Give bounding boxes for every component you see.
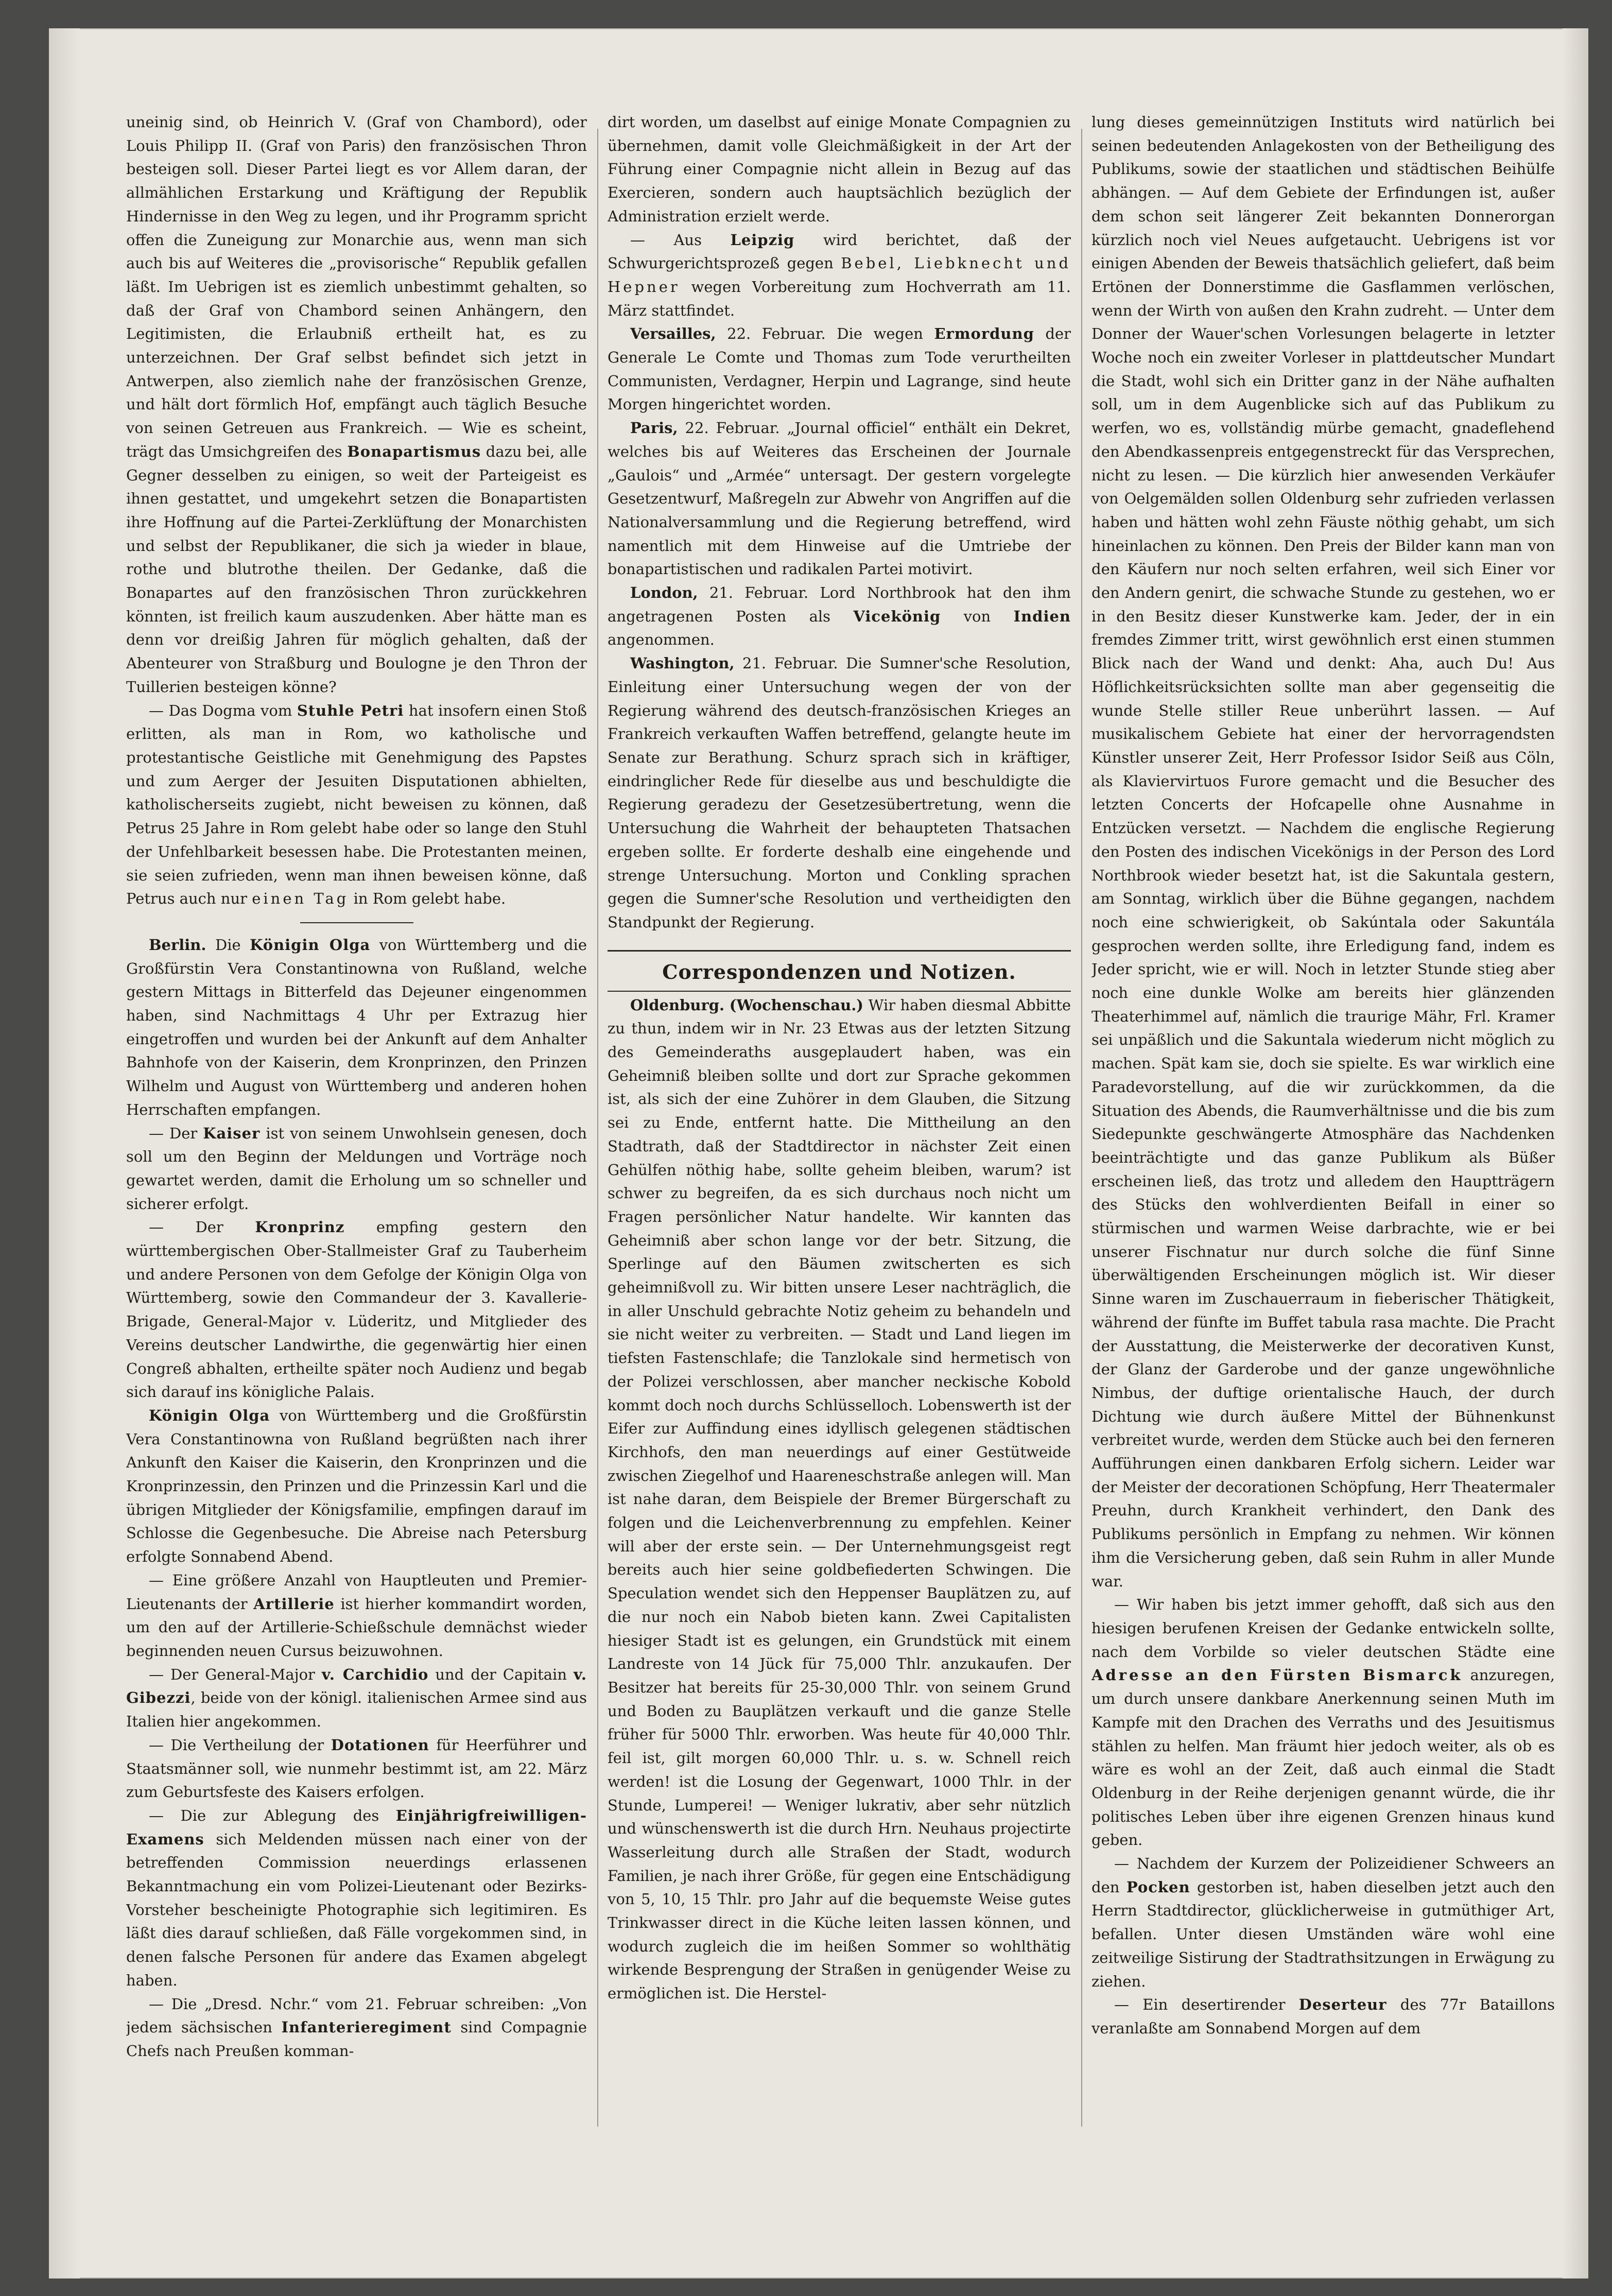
keyword: v. Gibezzi [126,1665,587,1707]
dateline: Berlin. [149,936,206,954]
article-paragraph: dirt worden, um daselbst auf einige Monate Compagnien zu übernehmen, damit volle Gleichmäßigkeit in der Art der Führung einer Compagnie nicht allein in Bezug auf das Exercieren, sondern auch hauptsächlich bezüglich der Administration erzielt werde. [608,113,1071,225]
column-divider [597,129,598,2127]
page-edge-shadow-left [49,28,80,2278]
article-column-2 [608,111,1071,2170]
news-item: — Der Kronprinz empfing gestern den württembergischen Ober-Stallmeister Graf zu Tauberheim und andere Personen von dem Gefolge der Königin Olga von Württemberg, sowie den Commandeur der 3. Kavallerie-Brigade, General-Major v. Lüderitz, und Mitglieder des Vereins deutscher Landwirthe, die gegenwärtig hier einen Congreß abhalten, ertheilte später noch Audienz und begab sich darauf ins königliche Palais. [126,1218,587,1401]
spaced-emphasis: einen Tag [252,890,349,908]
section-rule [608,991,1071,992]
news-item: — Der General-Major v. Carchidio und der Capitain v. Gibezzi, beide von der königl. italienischen Armee sind aus Italien hier angekommen. [126,1665,587,1731]
article-column-1 [126,111,587,2170]
keyword: Königin Olga [250,936,371,954]
news-item: London, 21. Februar. Lord Northbrook hat den ihm angetragenen Posten als Vicekönig von Indien angenommen. [608,584,1071,649]
dateline-subtitle: (Wochenschau.) [729,996,864,1014]
keyword: Deserteur [1298,1996,1387,2014]
keyword: Artillerie [253,1595,335,1613]
column-divider [1081,129,1082,2127]
keyword: Vicekönig [853,607,941,625]
keyword: Leipzig [730,231,795,249]
keyword: Adresse an den Fürsten Bismarck [1091,1666,1463,1684]
news-item: Berlin. Die Königin Olga von Württemberg und die Großfürstin Vera Constantinowna von Rußland, welche gestern Mittags in Bitterfeld das Dejeuner eingenommen haben, sind Nachmittags 4 Uhr per Extrazug hier eingetroffen und wurden bei der Ankunft auf dem Anhalter Bahnhofe von der Kaiserin, dem Kronprinzen, den Prinzen Wilhelm und August von Württemberg und anderen hohen Herrschaften empfangen. [126,936,587,1118]
article-paragraph: lung dieses gemeinnützigen Instituts wird natürlich bei seinen bedeutenden Anlagekosten von der Betheiligung des Publikums, sowie der staatlichen und städtischen Beihülfe abhängen. — Auf dem Gebiete der Erfindungen ist, außer dem schon seit längerer Zeit bekannten Donnerorgan kürzlich noch viel Neues aufgetaucht. Uebrigens ist vor einigen Abenden der Beweis thatsächlich geliefert, daß beim Ertönen der Donnerstimme die Gasflammen verlöschen, wenn der Wirth von außen den Krahn zudreht. — Unter dem Donner der Wauer'schen Vorlesungen belagerte in letzter Woche noch ein zweiter Vorleser in plattdeutscher Mundart die Stadt, wohl sich ein Dritter ganz in der Nähe aufhalten soll, um in dem Augenblicke sich auf das Publikum zu werfen, wo es, vollständig mürbe gemacht, gnadeflehend den Abendkassenpreis entgegenstreckt für das Versprechen, nicht zu lesen. — Die kürzlich hier anwesenden Verkäufer von Oelgemälden sollen Oldenburg sehr zufrieden verlassen haben und hätten wohl zehn Fäuste nöthig gehabt, um sich hineinlachen zu können. Den Preis der Bilder kann man von den Käufern nur noch selten erfahren, weil sich Einer vor den Andern genirt, die schwache Stunde zu gestehen, wo er in den Besitz dieser Kunstwerke kam. Jeder, der in ein fremdes Zimmer tritt, wirst gewöhnlich erst einen stummen Blick nach der Wand und denkt: Aha, auch Du! Aus Höflichkeitsrücksichten sollte man aber gegenseitig die wunde Stelle stiller Reue unberührt lassen. — Auf musikalischem Gebiete hat einer der hervorragendsten Künstler unserer Zeit, Herr Professor Isidor Seiß aus Cöln, als Klaviervirtuos Furore gemacht und die Besucher des letzten Concerts der Hofcapelle ohne Ausnahme in Entzücken versetzt. — Nachdem die englische Regierung den Posten des indischen Vicekönigs in der Person des Lord Northbrook wieder besetzt hat, ist die Sakuntala gestern, am Sonntag, wirklich über die Bühne gegangen, nachdem noch eine schwierigkeit, ob Sakúntala oder Sakuntála gesprochen werden sollte, ihre Erledigung fand, indem es Jeder spricht, wie er will. Noch in letzter Stunde stieg aber noch eine dunkle Wolke am bereits hier glänzenden Theaterhimmel auf, nämlich die traurige Mähr, Frl. Kramer sei unpäßlich und die Sakuntala wiederum nicht möglich zu machen. Spät kam sie, doch sie spielte. Es war wirklich eine Paradevorstellung, auf die wir zurückkommen, da die Situation des Abends, die Raumverhältnisse und die bis zum Siedepunkte geschwängerte Atmosphäre das Nachdenken beeinträchtigte und das ganze Publikum als Büßer erscheinen ließ, das trotz und alledem den Hauptträgern des Stücks den wohlverdienten Beifall in einer so stürmischen und warmen Weise darbrachte, wie er bei unserer Fischnatur nur durch solche die fünf Sinne überwältigenden Erscheinungen möglich ist. Wir dieser Sinne waren im Zuschauerraum in fieberischer Thätigkeit, während der fünfte im Buffet tabula rasa machte. Die Pracht der Ausstattung, die Meisterwerke der decorativen Kunst, der Glanz der Garderobe und der ganze ungewöhnliche Nimbus, der duftige orientalische Hauch, der durch Dichtung wie durch äußere Mittel der Bühnenkunst verbreitet wurde, werden dem Stücke auch bei den ferneren Aufführungen einen dankbaren Erfolg sichern. Leider war der Meister der decorationen Schöpfung, Herr Theatermaler Preuhn, durch Krankheit verhindert, den Dank des Publikums persönlich in Empfang zu nehmen. Wir können ihm die Versicherung geben, daß sein Ruhm in aller Munde war. [1091,113,1555,1590]
keyword: Dotationen [331,1736,429,1754]
article-paragraph: uneinig sind, ob Heinrich V. (Graf von Chambord), oder Louis Philipp II. (Graf von Paris) den französischen Thron besteigen soll. Dieser Partei liegt es vor Allem daran, der allmählichen Erstarkung und Kräftigung der Republik Hindernisse in den Weg zu legen, und ihr Programm spricht offen die Zuneigung zur Monarchie aus, wenn man sich auch bis auf Weiteres die „provisorische“ Republik gefallen läßt. Im Uebrigen ist es ziemlich unbestimmt gehalten, so daß der Graf von Chambord seinen Anhängern, den Legitimisten, die Erlaubniß ertheilt hat, es zu unterzeichnen. Der Graf selbst befindet sich jetzt in Antwerpen, also ziemlich nahe der französischen Grenze, und hält dort förmlich Hof, empfängt auch täglich Besuche von seinen Getreuen aus Frankreich. — Wie es scheint, trägt das Umsichgreifen des Bonapartismus dazu bei, alle Gegner desselben zu einigen, so weit der Parteigeist es ihnen gestattet, und umgekehrt setzen die Bonapartisten ihre Hoffnung auf die Partei-Zerklüftung der Monarchisten und selbst der Republikaner, die sich ja wieder in blaue, rothe und blutrothe theilen. Der Gedanke, daß die Bonapartes auf den französischen Thron zurückkehren könnten, ist freilich kaum auszudenken. Aber hätte man es denn vor dreißig Jahren für möglich gehalten, daß der Abenteurer von Straßburg und Boulogne je den Thron der Tuillerien besteigen könne? [126,113,587,696]
keyword: Bonapartismus [347,442,481,460]
dateline: Oldenburg. [630,996,725,1014]
news-item: — Ein desertirender Deserteur des 77r Bataillons veranlaßte am Sonnabend Morgen auf dem [1091,1996,1555,2037]
dateline: Paris, [630,419,678,437]
keyword: Ermordung [934,325,1034,343]
news-item: Versailles, 22. Februar. Die wegen Ermordung der Generale Le Comte und Thomas zum Tode verurtheilten Communisten, Verdagner, Herpin und Lagrange, sind heute Morgen hingerichtet worden. [608,325,1071,413]
news-item: Oldenburg. (Wochenschau.) Wir haben diesmal Abbitte zu thun, indem wir in Nr. 23 Etwas aus der letzten Sitzung des Gemeinderaths ausgeplaudert haben, was ein Geheimniß bleiben sollte und dort zur Sprache gekommen ist, als sich der eine Zuhörer in dem Glauben, die Sitzung sei zu Ende, entfernt hatte. Die Mittheilung an den Stadtrath, daß der Stadtdirector in nächster Zeit einen Gehülfen nöthig habe, sollte geheim bleiben, warum? ist schwer zu begreifen, da es sich durchaus noch nicht um Fragen persönlicher Natur handelte. Wir kannten das Geheimniß aber schon lange vor der betr. Sitzung, die Sperlinge auf den Bäumen zwitscherten es sich geheimnißvoll zu. Wir bitten unsere Leser nachträglich, die in aller Unschuld gebrachte Notiz geheim zu behandeln und sie nicht weiter zu verbreiten. — Stadt und Land liegen im tiefsten Fastenschlafe; die Tanzlokale sind hermetisch von der Polizei verschlossen, aber mancher neckische Kobold kommt doch noch durchs Schlüsselloch. Lobenswerth ist der Eifer zur Auffindung eines idyllisch gelegenen städtischen Kirchhofs, den man neuerdings auf einer Gestütweide zwischen Ziegelhof und Haareneschstraße anlegen will. Man ist nahe daran, dem Beispiele der Bremer Bürgerschaft zu folgen und die Leichenverbrennung zu empfehlen. Keiner will aber der erste sein. — Der Unternehmungsgeist regt bereits auch hier seine goldbefiederten Schwingen. Die Speculation wendet sich den Heppenser Bauplätzen zu, auf die nur noch ein Nabob bieten kann. Zwei Capitalisten hiesiger Stadt ist es gelungen, ein Grundstück mit einem Landreste von 14 Jück für 75,000 Thlr. anzukaufen. Der Besitzer hat bereits für 25-30,000 Thlr. von seinem Grund und Boden zu Bauplätzen verkauft und die ganze Stelle früher für 5000 Thlr. erworben. Was heute für 40,000 Thlr. feil ist, gilt morgen 60,000 Thlr. u. s. w. Schnell reich werden! ist die Losung der Gegenwart, 1000 Thlr. in der Stunde, Lumperei! — Weniger lukrativ, aber sehr nützlich und wünschenswerth ist die durch Hrn. Neuhaus projectirte Wasserleitung durch alle Straßen der Stadt, wodurch Familien, je nach ihrer Größe, für gegen eine Entschädigung von 5, 10, 15 Thlr. pro Jahr auf die bequemste Weise gutes Trinkwasser direct in die Küche leiten lassen können, und wodurch zugleich die im heißen Sommer so wohlthätig wirkende Besprengung der Straßen in genügender Weise zu ermöglichen ist. Die Herstel- [608,996,1071,2002]
article-column-3 [1091,111,1555,2170]
news-item: — Die zur Ablegung des Einjährigfreiwilligen-Examens sich Meldenden müssen nach einer von der betreffenden Commission neuerdings erlassenen Bekanntmachung ein vom Polizei-Lieutenant oder Bezirks-Vorsteher bescheinigte Photographie sich legitimiren. Es läßt dies darauf schließen, daß Fälle vorgekommen sind, in denen falsche Personen für andere das Examen abgelegt haben. [126,1806,587,1989]
keyword: Königin Olga [149,1406,270,1424]
keyword: Infanterieregiment [281,2018,452,2036]
keyword: Pocken [1126,1878,1190,1896]
section-rule [608,950,1071,952]
news-item: — Aus Leipzig wird berichtet, daß der Schwurgerichtsprozeß gegen Bebel, Liebknecht und Hepner wegen Vorbereitung zum Hochverrath am 11. März stattfindet. [608,231,1071,319]
dateline: London, [630,584,698,602]
keyword: Kronprinz [255,1218,345,1236]
article-separator [300,922,413,923]
dateline: Washington, [630,654,735,672]
keyword: v. Carchidio [321,1665,429,1683]
news-item: — Die „Dresd. Nchr.“ vom 21. Februar schreiben: „Von jedem sächsischen Infanterieregiment sind Compagnie Chefs nach Preußen komman- [126,1995,587,2060]
news-item: — Der Kaiser ist von seinem Unwohlsein genesen, doch soll um den Beginn der Meldungen und Vorträge noch gewartet werden, damit die Erholung um so schneller und sicherer erfolgt. [126,1124,587,1213]
spaced-emphasis: Bebel, Liebknecht und Hepner [608,254,1071,296]
keyword: Kaiser [203,1124,261,1142]
keyword: Einjährigfreiwilligen-Examens [126,1806,587,1848]
article-paragraph: — Das Dogma vom Stuhle Petri hat insofern einen Stoß erlitten, als man in Rom, wo katholische und protestantische Geistliche mit Genehmigung des Papstes und zum Aerger der Jesuiten Disputationen abhielten, katholischerseits zugiebt, nicht beweisen zu können, daß Petrus 25 Jahre in Rom gelebt habe oder so lange den Stuhl der Unfehlbarkeit besessen habe. Die Protestanten meinen, sie seien zufrieden, wenn man ihnen beweisen könne, daß Petrus auch nur einen Tag in Rom gelebt habe. [126,701,587,908]
page-edge-shadow-right [1563,28,1588,2278]
news-item: Königin Olga von Württemberg und die Großfürstin Vera Constantinowna von Rußland begrüßten nach ihrer Ankunft den Kaiser die Kaiserin, den Kronprinzen und die Kronprinzessin, den Prinzen und die Prinzessin Karl und die übrigen Mitglieder der Königsfamilie, empfingen darauf im Schlosse die Gegenbesuche. Die Abreise nach Petersburg erfolgte Sonnabend Abend. [126,1406,587,1566]
news-item: — Die Vertheilung der Dotationen für Heerführer und Staatsmänner soll, wie nunmehr bestimmt ist, am 22. März zum Geburtsfeste des Kaisers erfolgen. [126,1736,587,1801]
keyword: Indien [1013,607,1071,625]
keyword: Stuhle Petri [297,701,404,719]
news-item: Paris, 22. Februar. „Journal officiel“ enthält ein Dekret, welches bis auf Weiteres das Erscheinen der Journale „Gaulois“ und „Armée“ untersagt. Der gestern vorgelegte Gesetzentwurf, Maßregeln zur Abwehr von Angriffen auf die Nationalversammlung und die Regierung betreffend, wird namentlich mit dem Hinweise auf die Umtriebe der bonapartistischen und radikalen Partei motivirt. [608,419,1071,578]
news-item: — Wir haben bis jetzt immer gehofft, daß sich aus den hiesigen berufenen Kreisen der Gedanke entwickeln sollte, nach dem Vorbilde so vieler deutschen Städte eine Adresse an den Fürsten Bismarck anzuregen, um durch unsere dankbare Anerkennung seinen Muth im Kampfe mit den Drachen des Verraths und des Jesuitismus stählen zu helfen. Man fräumt hier jedoch weiter, als ob es wäre es wohl an der Zeit, daß auch einmal die Stadt Oldenburg in der Reihe derjenigen genannt würde, die ihr politisches Leben über ihre eigenen Grenzen hinaus kund geben. [1091,1596,1555,1849]
news-item: — Nachdem der Kurzem der Polizeidiener Schweers an den Pocken gestorben ist, haben dieselben jetzt auch den Herrn Stadtdirector, glücklicherweise in gutmüthiger Art, befallen. Unter diesen Umständen wäre wohl eine zeitweilige Sistirung der Stadtrathsitzungen in Erwägung zu ziehen. [1091,1855,1555,1990]
dateline: Versailles, [630,325,716,343]
news-item: Washington, 21. Februar. Die Sumner'sche Resolution, Einleitung einer Untersuchung wegen der von der Regierung während des deutsch-französischen Krieges an Frankreich verkauften Waffen betreffend, gelangte heute im Senate zur Berathung. Schurz sprach sich in kräftiger, eindringlicher Rede für dieselbe aus und beschuldigte die Regierung geradezu der Gesetzesübertretung, wenn die Untersuchung die Wahrheit der behaupteten Thatsachen ergeben sollte. Er forderte deshalb eine eingehende und strenge Untersuchung. Morton und Conkling sprachen gegen die Sumner'sche Resolution und vertheidigten den Standpunkt der Regierung. [608,654,1071,931]
news-item: — Eine größere Anzahl von Hauptleuten und Premier-Lieutenants der Artillerie ist hierher kommandirt worden, um den auf der Artillerie-Schießschule demnächst wieder beginnenden neuen Cursus beizuwohnen. [126,1571,587,1660]
section-heading: Correspondenzen und Notizen. [662,960,1016,983]
